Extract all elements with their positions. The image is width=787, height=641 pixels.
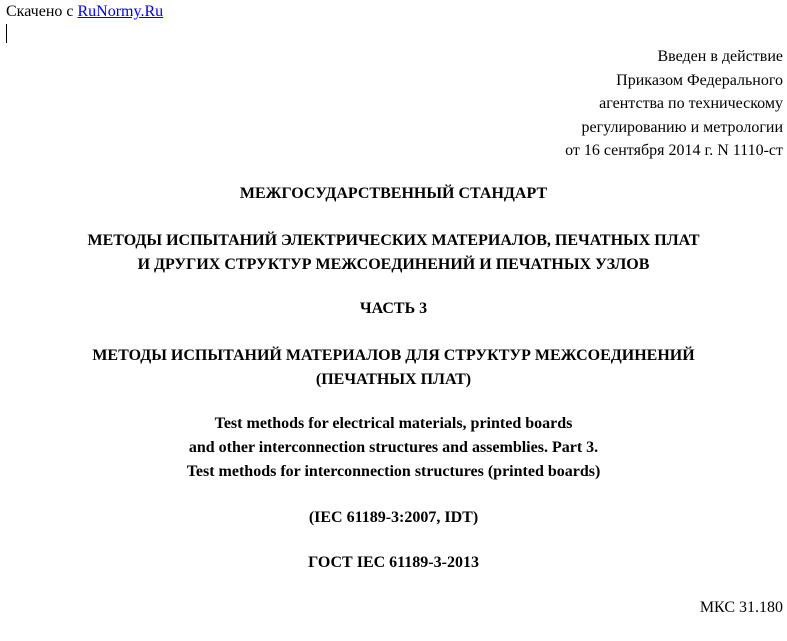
- enactment-line: Введен в действие: [657, 48, 783, 65]
- title-en-line: Test methods for electrical materials, printed boards: [214, 415, 573, 432]
- title-en-line: and other interconnection structures and assemblies. Part 3.: [188, 439, 599, 456]
- enactment-line: агентства по техническому: [599, 95, 783, 112]
- standard-type-heading: [0, 182, 787, 206]
- part-title-ru-line: МЕТОДЫ ИСПЫТАНИЙ МАТЕРИАЛОВ ДЛЯ СТРУКТУР МЕЖСОЕДИНЕНИЙ: [92, 347, 695, 364]
- part-text: ЧАСТЬ 3: [359, 300, 428, 317]
- text-cursor: [6, 24, 7, 43]
- title-ru-line: МЕТОДЫ ИСПЫТАНИЙ ЭЛЕКТРИЧЕСКИХ МАТЕРИАЛОВ, ПЕЧАТНЫХ ПЛАТ: [87, 232, 700, 249]
- title-en: [0, 412, 787, 484]
- standard-type-text: МЕЖГОСУДАРСТВЕННЫЙ СТАНДАРТ: [239, 185, 548, 202]
- mks-code: МКС 31.180: [699, 599, 783, 616]
- title-ru-line: И ДРУГИХ СТРУКТУР МЕЖСОЕДИНЕНИЙ И ПЕЧАТНЫХ УЗЛОВ: [137, 256, 650, 273]
- enactment-line: Приказом Федерального: [616, 71, 783, 89]
- runormy-link[interactable]: RuNormy.Ru: [77, 3, 164, 20]
- download-note-prefix: Скачено с: [6, 3, 78, 20]
- part-title-ru-line: (ПЕЧАТНЫХ ПЛАТ): [315, 371, 472, 388]
- iec-reference-text: (IEC 61189-3:2007, IDT): [308, 509, 479, 526]
- iec-reference: [0, 506, 787, 530]
- gost-number: [0, 551, 787, 575]
- title-ru: [0, 229, 787, 277]
- title-en-line: Test methods for interconnection structures (printed boards): [186, 463, 601, 480]
- download-note: [6, 2, 163, 21]
- part-heading: [0, 297, 787, 321]
- enactment-line: регулированию и метрологии: [581, 118, 783, 136]
- enactment-note: [565, 45, 783, 163]
- part-title-ru: [0, 344, 787, 392]
- enactment-line: от 16 сентября 2014 г. N 1110-ст: [565, 142, 783, 159]
- gost-number-text: ГОСТ IEC 61189-3-2013: [308, 554, 479, 571]
